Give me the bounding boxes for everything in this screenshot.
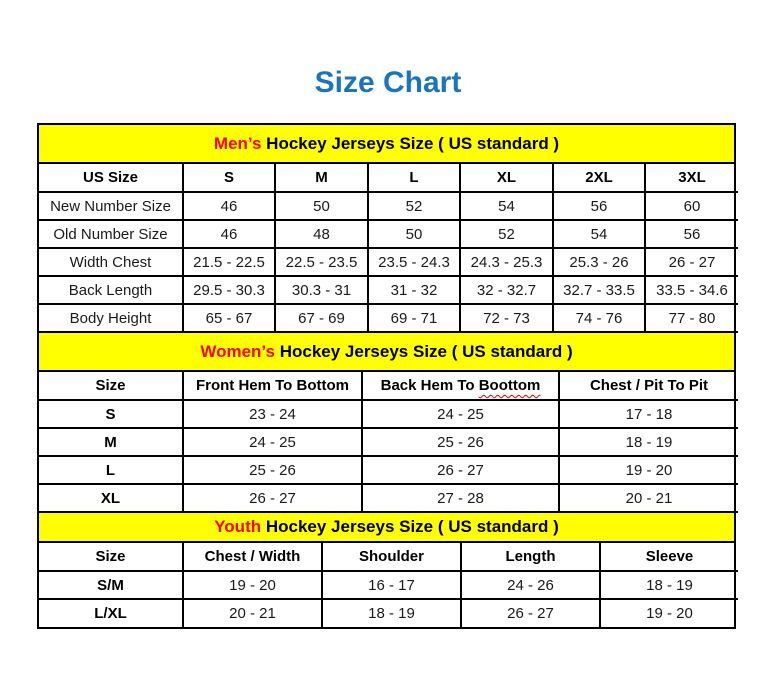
table-cell: 27 - 28 — [362, 484, 559, 512]
mens-row-width-chest — [39, 248, 738, 276]
table-cell: 17 - 18 — [559, 400, 738, 428]
table-cell: 56 — [553, 192, 645, 220]
table-cell: 18 - 19 — [600, 571, 738, 599]
mens-row-old-number-size — [39, 220, 738, 248]
table-cell: 50 — [275, 192, 368, 220]
table-cell: 74 - 76 — [553, 304, 645, 332]
table-cell: 23 - 24 — [183, 400, 362, 428]
row-label: Back Length — [39, 276, 183, 304]
row-label: Width Chest — [39, 248, 183, 276]
table-cell: 30.3 - 31 — [275, 276, 368, 304]
womens-header-row — [39, 372, 738, 400]
size-cell: L/XL — [39, 599, 183, 627]
table-cell: 24.3 - 25.3 — [460, 248, 553, 276]
size-cell: XL — [39, 484, 183, 512]
size-cell: S/M — [39, 571, 183, 599]
youth-row-sm — [39, 571, 738, 599]
table-cell: 20 - 21 — [183, 599, 322, 627]
table-cell: 32.7 - 33.5 — [553, 276, 645, 304]
page-title: Size Chart — [314, 66, 462, 99]
row-label: Old Number Size — [39, 220, 183, 248]
column-header-size: Size — [39, 372, 183, 400]
row-label: Body Height — [39, 304, 183, 332]
table-cell: 18 - 19 — [322, 599, 461, 627]
column-header-3xl: 3XL — [645, 164, 738, 192]
youth-row-lxl — [39, 599, 738, 627]
table-cell: 21.5 - 22.5 — [183, 248, 275, 276]
size-chart — [37, 123, 736, 629]
column-header-s: S — [183, 164, 275, 192]
size-cell: L — [39, 456, 183, 484]
table-cell: 20 - 21 — [559, 484, 738, 512]
youth-heading-accent: Youth — [214, 517, 262, 536]
youth-heading-text: Hockey Jerseys Size ( US standard ) — [261, 517, 559, 536]
column-header-shoulder: Shoulder — [322, 543, 461, 571]
column-header-front-hem: Front Hem To Bottom — [183, 372, 362, 400]
table-cell: 26 - 27 — [362, 456, 559, 484]
table-cell: 29.5 - 30.3 — [183, 276, 275, 304]
table-cell: 46 — [183, 192, 275, 220]
table-cell: 54 — [553, 220, 645, 248]
column-header-back-hem — [362, 372, 559, 400]
womens-heading-text: Hockey Jerseys Size ( US standard ) — [274, 341, 573, 361]
table-cell: 19 - 20 — [600, 599, 738, 627]
table-cell: 23.5 - 24.3 — [368, 248, 460, 276]
table-cell: 24 - 25 — [183, 428, 362, 456]
row-label: New Number Size — [39, 192, 183, 220]
mens-row-body-height — [39, 304, 738, 332]
mens-heading-text: Hockey Jerseys Size ( US standard ) — [261, 133, 560, 153]
mens-section-heading — [39, 125, 734, 164]
column-header-size: Size — [39, 543, 183, 571]
back-hem-label-typo: Boottom — [478, 377, 541, 394]
table-cell: 16 - 17 — [322, 571, 461, 599]
table-cell: 24 - 25 — [362, 400, 559, 428]
table-cell: 56 — [645, 220, 738, 248]
table-cell: 26 - 27 — [183, 484, 362, 512]
womens-heading-accent: Women’s — [200, 341, 275, 361]
table-cell: 50 — [368, 220, 460, 248]
size-cell: S — [39, 400, 183, 428]
table-cell: 33.5 - 34.6 — [645, 276, 738, 304]
mens-size-table — [39, 164, 738, 333]
column-header-xl: XL — [460, 164, 553, 192]
table-cell: 31 - 32 — [368, 276, 460, 304]
womens-size-table — [39, 372, 738, 513]
mens-row-back-length — [39, 276, 738, 304]
mens-heading-accent: Men’s — [213, 133, 262, 153]
womens-row-xl — [39, 484, 738, 512]
column-header-length: Length — [461, 543, 600, 571]
womens-row-l — [39, 456, 738, 484]
back-hem-label-prefix: Back Hem To — [380, 377, 479, 394]
table-cell: 52 — [460, 220, 553, 248]
table-cell: 25 - 26 — [362, 428, 559, 456]
table-cell: 77 - 80 — [645, 304, 738, 332]
size-cell: M — [39, 428, 183, 456]
table-cell: 18 - 19 — [559, 428, 738, 456]
mens-row-new-number-size — [39, 192, 738, 220]
youth-header-row — [39, 543, 738, 571]
table-cell: 25.3 - 26 — [553, 248, 645, 276]
column-header-m: M — [275, 164, 368, 192]
table-cell: 19 - 20 — [183, 571, 322, 599]
table-cell: 60 — [645, 192, 738, 220]
table-cell: 26 - 27 — [461, 599, 600, 627]
womens-row-m — [39, 428, 738, 456]
table-cell: 32 - 32.7 — [460, 276, 553, 304]
youth-size-table — [39, 543, 738, 627]
column-header-l: L — [368, 164, 460, 192]
column-header-sleeve: Sleeve — [600, 543, 738, 571]
table-cell: 65 - 67 — [183, 304, 275, 332]
column-header-2xl: 2XL — [553, 164, 645, 192]
table-cell: 48 — [275, 220, 368, 248]
mens-header-row — [39, 164, 738, 192]
table-cell: 26 - 27 — [645, 248, 738, 276]
table-cell: 54 — [460, 192, 553, 220]
column-header-us-size: US Size — [39, 164, 183, 192]
table-cell: 52 — [368, 192, 460, 220]
youth-section-heading — [39, 513, 734, 543]
table-cell: 46 — [183, 220, 275, 248]
womens-row-s — [39, 400, 738, 428]
table-cell: 19 - 20 — [559, 456, 738, 484]
column-header-chest-width: Chest / Width — [183, 543, 322, 571]
table-cell: 72 - 73 — [460, 304, 553, 332]
table-cell: 24 - 26 — [461, 571, 600, 599]
table-cell: 22.5 - 23.5 — [275, 248, 368, 276]
table-cell: 69 - 71 — [368, 304, 460, 332]
table-cell: 25 - 26 — [183, 456, 362, 484]
table-cell: 67 - 69 — [275, 304, 368, 332]
womens-section-heading — [39, 333, 734, 372]
column-header-chest-pit: Chest / Pit To Pit — [559, 372, 738, 400]
